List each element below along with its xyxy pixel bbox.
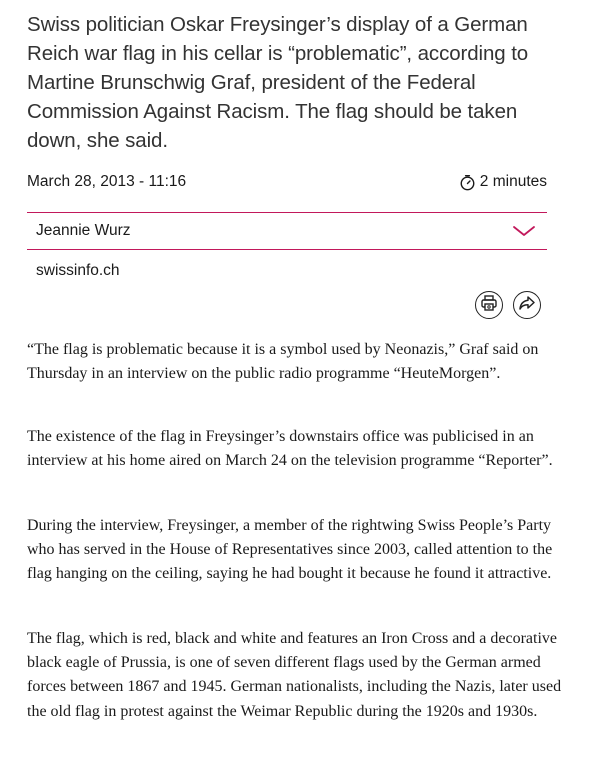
publish-date: March 28, 2013 - 11:16	[27, 173, 187, 190]
source-label: swissinfo.ch	[36, 262, 120, 279]
print-button[interactable]	[475, 291, 503, 319]
print-icon	[480, 294, 498, 317]
article-meta	[27, 171, 547, 193]
article-paragraph: “The flag is problematic because it is a symbol used by Neonazis,” Graf said on Thursday in an interview on the public radio programme “HeuteMorgen”.	[27, 341, 539, 383]
share-button[interactable]	[513, 291, 541, 319]
author-name: Jeannie Wurz	[36, 222, 131, 239]
article-paragraph: The flag, which is red, black and white and features an Iron Cross and a decorative black eagle of Prussia, is one of seven different flags used by the German armed forces between 1867 and 1945. German nationalists, including the Nazis, later used the old flag in protest against the Weimar Republic during the 1920s and 1930s.	[27, 630, 562, 720]
reading-time-label: 2 minutes	[479, 173, 547, 190]
article-paragraph: During the interview, Freysinger, a member of the rightwing Swiss People’s Party who has served in the House of Representatives since 2003, called attention to the flag hanging on the ceiling, saying he had bought it because he found it attractive.	[27, 517, 553, 583]
author-box[interactable]	[27, 212, 547, 250]
timer-icon	[459, 174, 476, 191]
article-paragraph: The existence of the flag in Freysinger’s downstairs office was publicised in an interview at his home aired on March 24 on the television programme “Reporter”.	[27, 428, 553, 470]
reading-time	[459, 173, 547, 191]
article-lead: Swiss politician Oskar Freysinger’s display of a German Reich war flag in his cellar is “problematic”, according to Martine Brunschwig Graf, president of the Federal Commission Against Racism. The flag should be taken down, she said.	[27, 13, 529, 152]
share-icon	[518, 294, 536, 317]
chevron-down-icon[interactable]	[511, 221, 537, 241]
